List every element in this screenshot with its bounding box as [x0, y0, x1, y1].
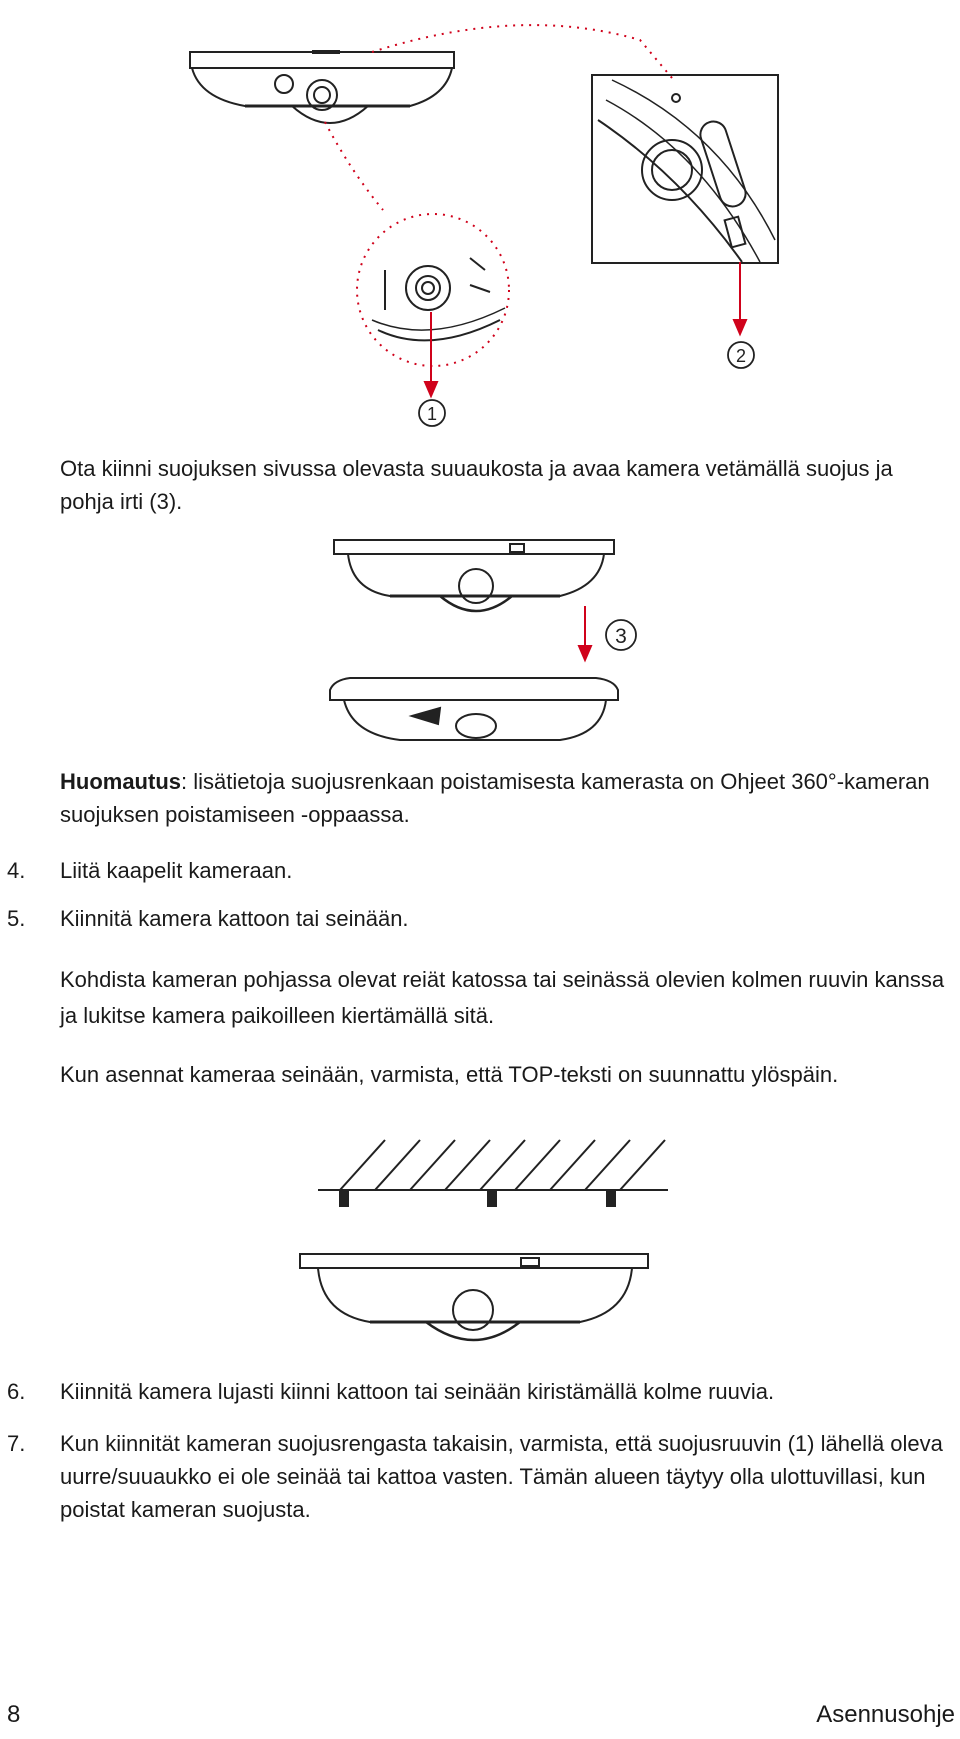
camera-mounted — [300, 1254, 648, 1340]
page-number: 8 — [7, 1701, 21, 1728]
cover-separation-illustration — [0, 530, 960, 760]
note-paragraph — [60, 765, 940, 831]
red-arrow-3 — [579, 606, 591, 660]
note-label: Huomautus — [60, 769, 181, 794]
step-7-number: 7. — [7, 1431, 26, 1456]
step-5-number: 5. — [7, 906, 26, 931]
step-5-text: Kiinnitä kamera kattoon tai seinään. — [60, 906, 409, 931]
callout-3 — [606, 620, 636, 650]
cover-notch-illustration — [0, 0, 960, 430]
screws — [340, 1190, 615, 1206]
detail-box — [592, 75, 778, 263]
step-4-text: Liitä kaapelit kameraan. — [60, 858, 293, 883]
step-6-number: 6. — [7, 1379, 26, 1404]
note-text: : lisätietoja suojusrenkaan poistamisesta kamerasta on Ohjeet 360°-kameran suojuksen poistamiseen -oppaassa. — [60, 769, 930, 827]
svg-text:3: 3 — [615, 625, 627, 648]
detail-circle — [357, 214, 509, 366]
ceiling-surface — [318, 1140, 668, 1190]
dotted-connector-circle — [325, 122, 383, 210]
red-arrows — [425, 262, 746, 396]
base-part — [330, 678, 618, 740]
grip-instruction: Ota kiinni suojuksen sivussa olevasta suuaukosta ja avaa kamera vetämällä suojus ja pohja irti (3). — [60, 456, 893, 514]
footer-title: Asennusohje — [816, 1701, 955, 1728]
step-6-text: Kiinnitä kamera lujasti kiinni kattoon tai seinään kiristämällä kolme ruuvia. — [60, 1379, 775, 1404]
cover-part — [334, 540, 614, 611]
svg-text:2: 2 — [735, 346, 747, 366]
step-4-number: 4. — [7, 858, 26, 883]
ceiling-mount-illustration — [0, 1130, 960, 1360]
camera-side-view — [190, 52, 454, 123]
callout-2 — [728, 342, 754, 368]
step-5-top-text: Kun asennat kameraa seinään, varmista, että TOP-teksti on suunnattu ylöspäin. — [60, 1062, 839, 1087]
svg-text:1: 1 — [426, 404, 438, 424]
step-5-align-text: Kohdista kameran pohjassa olevat reiät katossa tai seinässä olevien kolmen ruuvin kanssa ja lukitse kamera paikoilleen kiertämällä sitä. — [60, 967, 945, 1028]
callout-1 — [419, 400, 445, 426]
step-7-text: Kun kiinnität kameran suojusrengasta takaisin, varmista, että suojusruuvin (1) lähellä oleva uurre/suuaukko ei ole seinää tai kattoa vasten. Tämän alueen täytyy olla ulottuvillasi, kun poistat kameran suojusta. — [60, 1431, 943, 1522]
